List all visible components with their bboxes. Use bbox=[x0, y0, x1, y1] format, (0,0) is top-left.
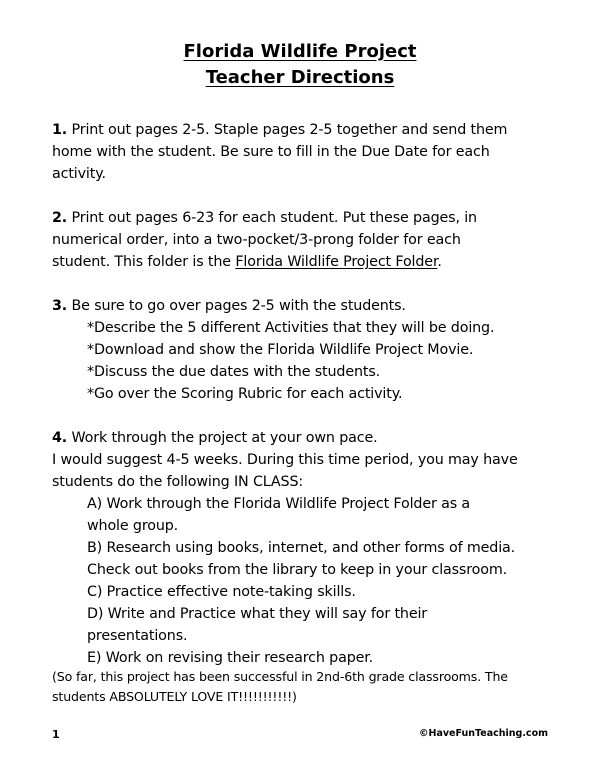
copyright-text: ©HaveFunTeaching.com bbox=[419, 728, 548, 739]
step-4-item: presentations. bbox=[87, 628, 188, 644]
step-4-item: Check out books from the library to keep in your classroom. bbox=[87, 562, 508, 578]
step-4-item: whole group. bbox=[87, 518, 179, 534]
folder-name: Florida Wildlife Project Folder bbox=[235, 254, 438, 270]
step-2-number: 2. bbox=[52, 210, 68, 226]
step-4-item: C) Practice effective note-taking skills. bbox=[87, 584, 356, 600]
step-1-line-3: activity. bbox=[52, 166, 106, 182]
step-4-item: A) Work through the Florida Wildlife Project Folder as a bbox=[87, 496, 471, 512]
step-4-item: B) Research using books, internet, and other forms of media. bbox=[87, 540, 516, 556]
step-3-item: *Describe the 5 different Activities that they will be doing. bbox=[87, 320, 495, 336]
step-4-line-1: 4. Work through the project at your own pace. bbox=[52, 430, 378, 446]
step-4-number: 4. bbox=[52, 430, 68, 446]
step-4-line-2: I would suggest 4-5 weeks. During this time period, you may have bbox=[52, 452, 518, 468]
page-number: 1 bbox=[52, 728, 60, 741]
step-3-item: *Discuss the due dates with the students. bbox=[87, 364, 381, 380]
step-3-number: 3. bbox=[52, 298, 68, 314]
note-line-2: students ABSOLUTELY LOVE IT!!!!!!!!!!!) bbox=[52, 689, 297, 704]
page-subtitle: Teacher Directions bbox=[205, 67, 395, 88]
step-4-item: E) Work on revising their research paper. bbox=[87, 650, 374, 666]
step-3-line-1: 3. Be sure to go over pages 2-5 with the students. bbox=[52, 298, 406, 314]
step-3-item: *Go over the Scoring Rubric for each activity. bbox=[87, 386, 403, 402]
step-1-number: 1. bbox=[52, 122, 68, 138]
step-1-line-2: home with the student. Be sure to fill in the Due Date for each bbox=[52, 144, 490, 160]
step-2-line-2: numerical order, into a two-pocket/3-prong folder for each bbox=[52, 232, 461, 248]
step-3-item: *Download and show the Florida Wildlife Project Movie. bbox=[87, 342, 474, 358]
step-2-line-1: 2. Print out pages 6-23 for each student. Put these pages, in bbox=[52, 210, 477, 226]
step-2-line-3: student. This folder is the Florida Wildlife Project Folder. bbox=[52, 254, 442, 270]
step-4-item: D) Write and Practice what they will say for their bbox=[87, 606, 428, 622]
step-1-line-1: 1. Print out pages 2-5. Staple pages 2-5 together and send them bbox=[52, 122, 508, 138]
step-4-line-3: students do the following IN CLASS: bbox=[52, 474, 304, 490]
page-title: Florida Wildlife Project bbox=[183, 41, 417, 62]
note-line-1: (So far, this project has been successful in 2nd-6th grade classrooms. The bbox=[52, 669, 508, 684]
